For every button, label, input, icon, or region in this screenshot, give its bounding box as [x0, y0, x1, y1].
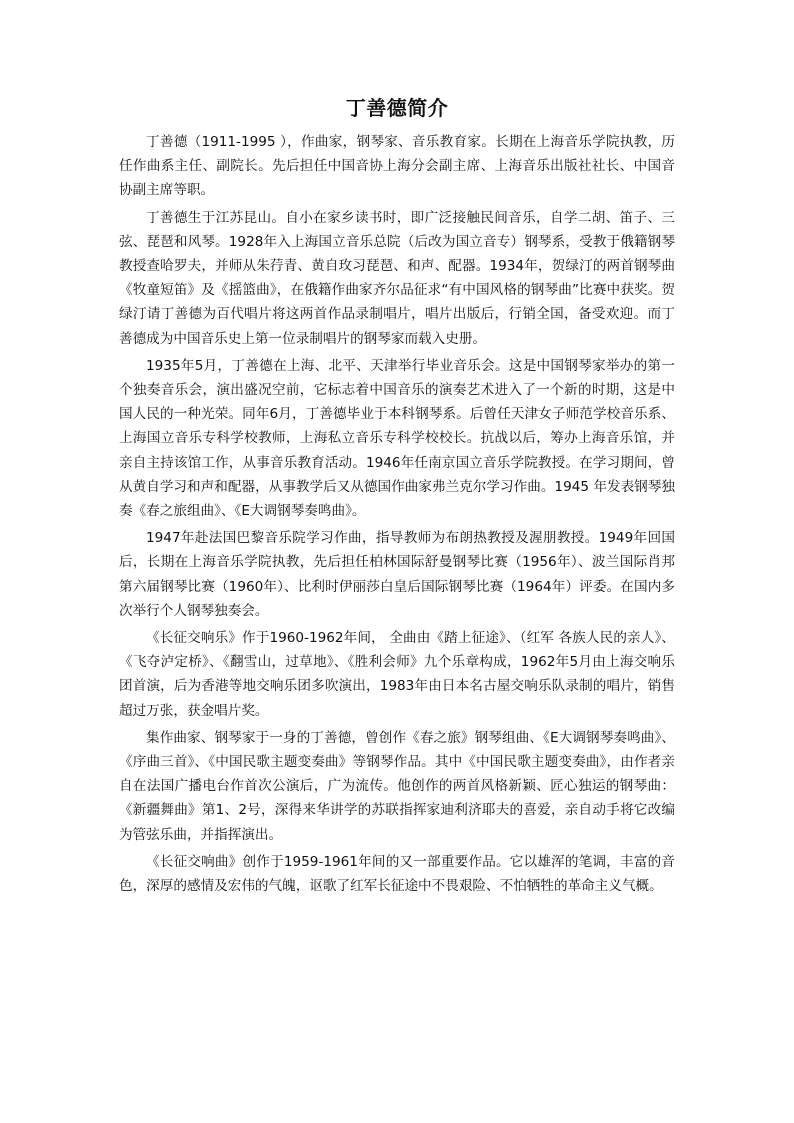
paragraph-paris-study: 1947年赴法国巴黎音乐院学习作曲，指导教师为布朗热教授及渥朋教授。1949年回国后，长期在上海音乐学院执教，先后担任柏林国际舒曼钢琴比赛（1956年）、波兰国际肖邦第六届钢琴比赛（1960年）、比利时伊丽莎白皇后国际钢琴比赛（1964年）评委。在国内多次举行个人钢琴独奏会。	[119, 530, 675, 619]
paragraph-intro: 丁善德（1911-1995 ），作曲家，钢琴家、音乐教育家。长期在上海音乐学院执教，历任作曲系主任、副院长。先后担任中国音协上海分会副主席、上海音乐出版社社长、中国音协副主席等职。	[119, 134, 675, 199]
paragraph-closing: 《长征交响曲》创作于1959-1961年间的又一部重要作品。它以雄浑的笔调，丰富的音色，深厚的感情及宏伟的气魄，讴歌了红军长征途中不畏艰险、不怕牺牲的革命主义气概。	[119, 853, 675, 895]
paragraph-early-life: 丁善德生于江苏昆山。自小在家乡读书时，即广泛接触民间音乐，自学二胡、笛子、三弦、琵琶和风琴。1928年入上海国立音乐总院（后改为国立音专）钢琴系，受教于俄籍钢琴教授查哈罗夫，并师从朱荇青、黄自玫习琵琶、和声、配器。1934年，贺绿汀的两首钢琴曲《牧童短笛》及《摇篮曲》，在俄籍作曲家齐尔品征求“有中国风格的钢琴曲”比赛中获奖。贺绿汀请丁善德为百代唱片将这两首作品录制唱片，唱片出版后，行销全国，备受欢迎。而丁善德成为中国音乐史上第一位录制唱片的钢琴家而载入史册。	[119, 209, 675, 347]
document-page	[119, 92, 675, 898]
document-title: 丁善德简介	[345, 96, 449, 120]
paragraph-1935-recital: 1935年5月，丁善德在上海、北平、天津举行毕业音乐会。这是中国钢琴家举办的第一个独奏音乐会，演出盛况空前，它标志着中国音乐的演奏艺术进入了一个新的时期，这是中国人民的一种光荣。同年6月，丁善德毕业于本科钢琴系。后曾任天津女子师范学校音乐系、上海国立音乐专科学校教师，上海私立音乐专科学校校长。抗战以后，筹办上海音乐馆，并亲自主持该馆工作，从事音乐教育活动。1946年任南京国立音乐学院教授。在学习期间，曾从黄自学习和声和配器，从事教学后又从德国作曲家弗兰克尔学习作曲。1945 年发表钢琴独奏《春之旅组曲》、《E大调钢琴奏鸣曲》。	[119, 357, 675, 520]
paragraph-long-march-symphony: 《长征交响乐》作于1960-1962年间， 全曲由《踏上征途》、（红军 各族人民的亲人》、《飞夺泸定桥》、《翻雪山，过草地》、《胜利会师》九个乐章构成，1962年5月由上海交响乐团首演，后为香港等地交响乐团多吹演出，1983年由日本名古屋交响乐队录制的唱片，销售超过万张，获金唱片奖。	[119, 630, 675, 719]
paragraph-piano-works: 集作曲家、钢琴家于一身的丁善德，曾创作《春之旅》钢琴组曲、《E大调钢琴奏鸣曲》、《序曲三首》、《中国民歌主题变奏曲》等钢琴作品。其中《中国民歌主题变奏曲》，由作者亲自在法国广播电台作首次公演后，广为流传。他创作的两首风格新颖、匠心独运的钢琴曲：《新疆舞曲》第1、2号，深得来华讲学的苏联指挥家迪利济耶夫的喜爱，亲自动手将它改编为管弦乐曲，并指挥演出。	[119, 729, 675, 843]
